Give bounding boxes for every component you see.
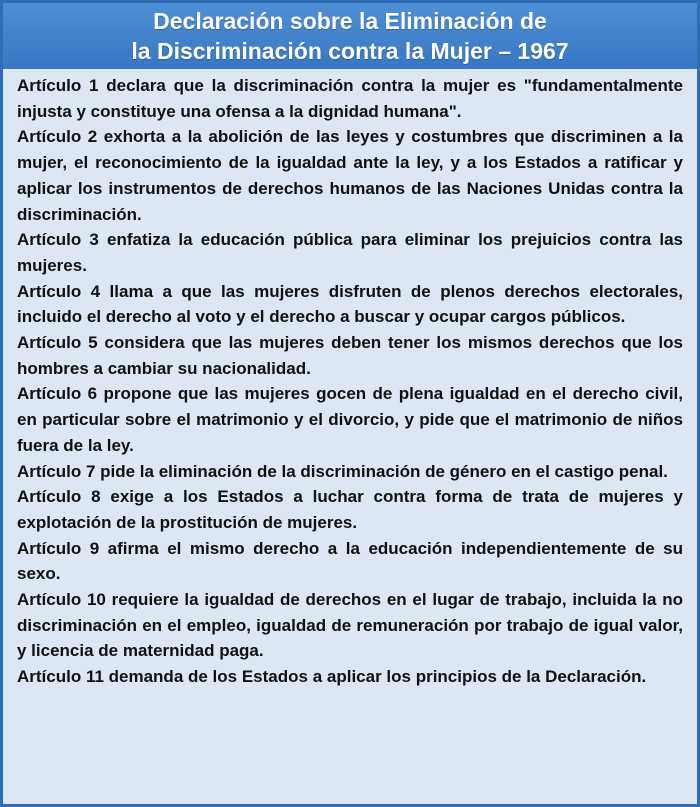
article-9: Artículo 9 afirma el mismo derecho a la educación independientemente de su sexo. bbox=[17, 538, 683, 584]
article-5: Artículo 5 considera que las mujeres deben tener los mismos derechos que los hombres a cambiar su nacionalidad. bbox=[17, 333, 683, 378]
article-1: Artículo 1 declara que la discriminación contra la mujer es "fundamentalmente injusta y constituye una ofensa a la dignidad humana". bbox=[17, 76, 683, 121]
article-10: Artículo 10 requiere la igualdad de derechos en el lugar de trabajo, incluida la no discriminación en el empleo, igualdad de remuneración por trabajo de igual valor, y licencia de maternidad paga. bbox=[17, 590, 683, 661]
article-11: Artículo 11 demanda de los Estados a aplicar los principios de la Declaración. bbox=[17, 667, 647, 687]
title-banner bbox=[3, 3, 697, 69]
article-7: Artículo 7 pide la eliminación de la discriminación de género en el castigo penal. bbox=[17, 461, 668, 481]
article-2: Artículo 2 exhorta a la abolición de las leyes y costumbres que discriminen a la mujer, el reconocimiento de la igualdad ante la ley, y a los Estados a ratificar y aplicar los instrumentos de derechos humanos de las Naciones Unidas contra la discriminación. bbox=[17, 127, 683, 224]
title-line-1: Declaración sobre la Eliminación de bbox=[153, 8, 547, 34]
articles-list bbox=[17, 73, 683, 690]
article-3: Artículo 3 enfatiza la educación pública para eliminar los prejuicios contra las mujeres. bbox=[17, 230, 683, 275]
article-8: Artículo 8 exige a los Estados a luchar contra forma de trata de mujeres y explotación de la prostitución de mujeres. bbox=[17, 487, 683, 532]
title-line-2: la Discriminación contra la Mujer – 1967 bbox=[131, 38, 569, 64]
article-6: Artículo 6 propone que las mujeres gocen de plena igualdad en el derecho civil, en particular sobre el matrimonio y el divorcio, y pide que el matrimonio de niños fuera de la ley. bbox=[17, 384, 683, 455]
article-4: Artículo 4 llama a que las mujeres disfruten de plenos derechos electorales, incluido el derecho al voto y el derecho a buscar y ocupar cargos públicos. bbox=[17, 281, 683, 327]
